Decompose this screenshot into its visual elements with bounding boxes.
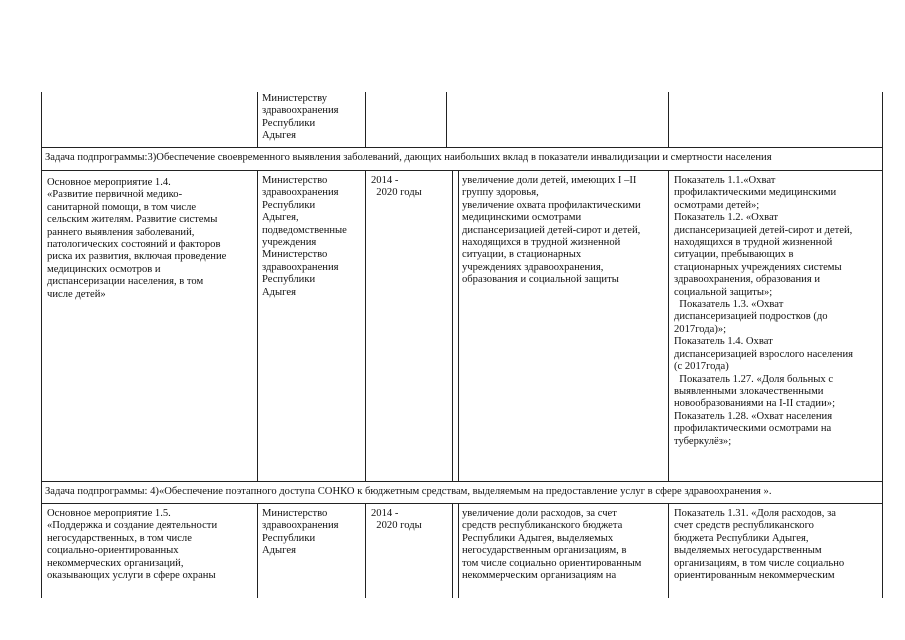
table-rule <box>41 92 42 148</box>
table-rule <box>257 503 258 598</box>
table-rule <box>365 503 366 598</box>
cell-indicators-1-5: Показатель 1.31. «Доля расходов, за счет средств республиканского бюджета Республики Адыгея, выделяемых негосударственным организациям, в том числе социально ориентированным некоммерческим <box>674 508 845 582</box>
table-rule <box>41 481 42 504</box>
table-rule <box>41 503 883 504</box>
table-rule <box>365 170 366 482</box>
table-rule <box>41 170 883 171</box>
cell-measure-1-4: Основное мероприятие 1.4. «Развитие первичной медико- санитарной помощи, в том числе сельским жителям. Развитие системы раннего выявления заболеваний, патологических состояний и факторов риска их развития, включая проведение медицинских осмотров и диспансеризации населения, в том числе детей» <box>47 177 227 300</box>
table-rule <box>41 147 883 148</box>
table-rule <box>41 147 42 171</box>
cell-executor-1-5: Министерство здравоохранения Республики Адыгея <box>262 508 339 557</box>
table-rule <box>452 503 453 598</box>
cell-result-1-5: увеличение доли расходов, за счет средств республиканского бюджета Республики Адыгея, выделяемых негосударственным организациям, в том числе социально ориентированным некоммерческим организациям на <box>462 508 642 582</box>
task-row-3: Задача подпрограммы:3)Обеспечение своевременного выявления заболеваний, дающих наибольших вклад в показатели инвалидизации и смертности населения <box>45 152 772 163</box>
cell-period-1-5: 2014 - 2020 годы <box>371 508 422 532</box>
table-rule <box>257 92 258 148</box>
cell-executor-1-4: Министерство здравоохранения Республики Адыгея, подведомственные учреждения Министерство здравоохранения Республики Адыгея <box>262 175 347 298</box>
cell-period-1-4: 2014 - 2020 годы <box>371 175 422 199</box>
table-rule <box>882 170 883 482</box>
table-rule <box>458 503 459 598</box>
task-row-4: Задача подпрограммы: 4)«Обеспечение поэтапного доступа СОНКО к бюджетным средствам, выделяемым на предоставление услуг в сфере здравоохранения ». <box>45 486 772 497</box>
table-rule <box>882 503 883 598</box>
table-rule <box>882 92 883 148</box>
table-rule <box>882 481 883 504</box>
table-rule <box>365 92 366 148</box>
table-rule <box>452 170 453 482</box>
table-rule <box>41 503 42 598</box>
table-rule <box>41 481 883 482</box>
table-rule <box>446 92 447 148</box>
table-rule <box>458 170 459 482</box>
table-rule <box>882 147 883 171</box>
cell-result-1-4: увеличение доли детей, имеющих I –II группу здоровья, увеличение охвата профилактическими медицинскими осмотрами диспансеризацией детей-сирот и детей, находящихся в трудной жизненной ситуации, в стационарных учреждениях здравоохранения, образования и социальной защиты <box>462 175 641 286</box>
table-rule <box>41 170 42 482</box>
cell-indicators-1-4: Показатель 1.1.«Охват профилактическими медицинскими осмотрами детей»; Показатель 1.2. «Охват диспансеризацией детей-сирот и детей, находящихся в трудной жизненной ситуации, пребывающих в стационарных учреждениях системы здравоохранения, образования и социальной защиты»; Показатель 1.3. «Охват диспансеризацией подростков (до 2017года)»; Показатель 1.4. Охват диспансеризацией взрослого населения (с 2017года) Показатель 1.27. «Доля больных с выявленными злокачественными новообразованиями на I-II стадии»; Показатель 1.28. «Охват населения профилактическими осмотрами на туберкулёз»; <box>674 175 854 447</box>
table-rule <box>257 170 258 482</box>
table-rule <box>668 170 669 482</box>
table-rule <box>668 92 669 148</box>
cell-executor: Министерству здравоохранения Республики Адыгея <box>262 93 339 142</box>
cell-measure-1-5: Основное мероприятие 1.5. «Поддержка и создание деятельности негосударственных, в том числе социально-ориентированных некоммерческих организаций, оказывающих услуги в сфере охраны <box>47 508 218 582</box>
table-rule <box>668 503 669 598</box>
